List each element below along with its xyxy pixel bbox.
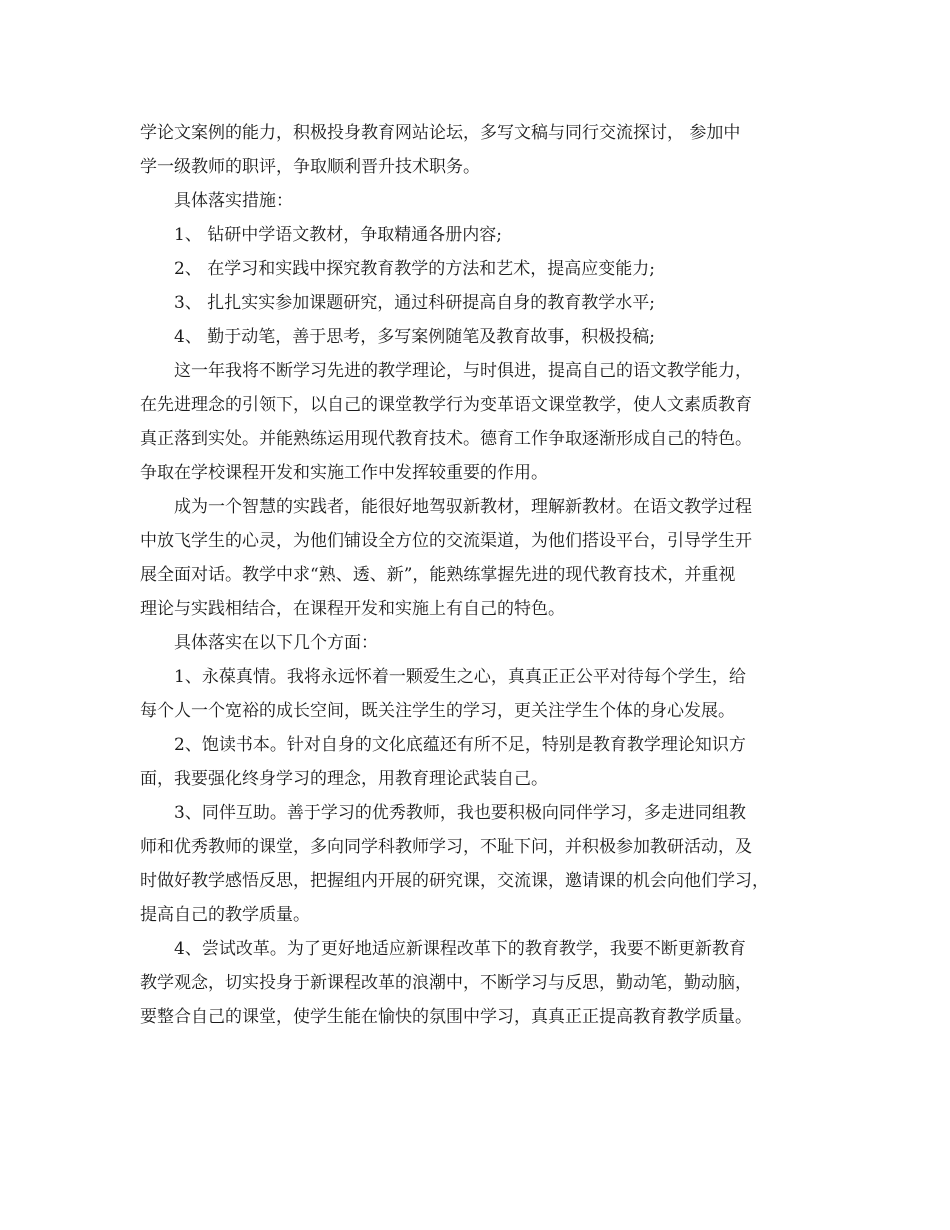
text-line: 这一年我将不断学习先进的教学理论，与时俱进，提高自己的语文教学能力， (174, 361, 752, 381)
text-line: 理论与实践相结合，在课程开发和实施上有自己的特色。 (140, 599, 565, 619)
text-line: 1、永葆真情。我将永远怀着一颗爱生之心，真真正正公平对待每个学生，给 (174, 667, 746, 687)
text-line: 3、同伴互助。善于学习的优秀教师，我也要积极向同伴学习，多走进同组教 (174, 803, 746, 823)
text-line: 具体落实措施： (174, 191, 293, 211)
text-line: 中放飞学生的心灵，为他们铺设全方位的交流渠道，为他们搭设平台，引导学生开 (140, 531, 752, 551)
text-line: 4、尝试改革。为了更好地适应新课程改革下的教育教学，我要不断更新教育 (174, 939, 746, 959)
list-item: 3、 扎扎实实参加课题研究，通过科研提高自身的教育教学水平; (174, 293, 655, 313)
text-line: 2、饱读书本。针对自身的文化底蕴还有所不足，特别是教育教学理论知识方 (174, 735, 746, 755)
text-line: 时做好教学感悟反思，把握组内开展的研究课，交流课，邀请课的机会向他们学习， (140, 871, 769, 891)
text-line: 展全面对话。教学中求“熟、透、新”，能熟练掌握先进的现代教育技术，并重视 (140, 565, 736, 585)
text-line: 学一级教师的职评，争取顺利晋升技术职务。 (140, 157, 480, 177)
text-line: 每个人一个宽裕的成长空间，既关注学生的学习，更关注学生个体的身心发展。 (140, 701, 735, 721)
text-line: 要整合自己的课堂，使学生能在愉快的氛围中学习，真真正正提高教育教学质量。 (140, 1007, 752, 1027)
list-item: 1、 钻研中学语文教材，争取精通各册内容; (174, 225, 502, 245)
text-line: 学论文案例的能力，积极投身教育网站论坛，多写文稿与同行交流探讨， 参加中 (140, 123, 741, 143)
text-line: 具体落实在以下几个方面： (174, 633, 378, 653)
text-line: 师和优秀教师的课堂，多向同学科教师学习，不耻下问，并积极参加教研活动，及 (140, 837, 752, 857)
list-item: 4、 勤于动笔，善于思考，多写案例随笔及教育故事，积极投稿; (174, 327, 655, 347)
text-line: 教学观念，切实投身于新课程改革的浪潮中，不断学习与反思，勤动笔，勤动脑， (140, 973, 752, 993)
text-line: 在先进理念的引领下，以自己的课堂教学行为变革语文课堂教学，使人文素质教育 (140, 395, 752, 415)
document-body (140, 116, 830, 1034)
text-line: 真正落到实处。并能熟练运用现代教育技术。德育工作争取逐渐形成自己的特色。 (140, 429, 752, 449)
text-line: 面，我要强化终身学习的理念，用教育理论武装自己。 (140, 769, 548, 789)
text-line: 争取在学校课程开发和实施工作中发挥较重要的作用。 (140, 463, 548, 483)
text-line: 成为一个智慧的实践者，能很好地驾驭新教材，理解新教材。在语文教学过程 (174, 497, 752, 517)
list-item: 2、 在学习和实践中探究教育教学的方法和艺术，提高应变能力; (174, 259, 655, 279)
text-line: 提高自己的教学质量。 (140, 905, 310, 925)
